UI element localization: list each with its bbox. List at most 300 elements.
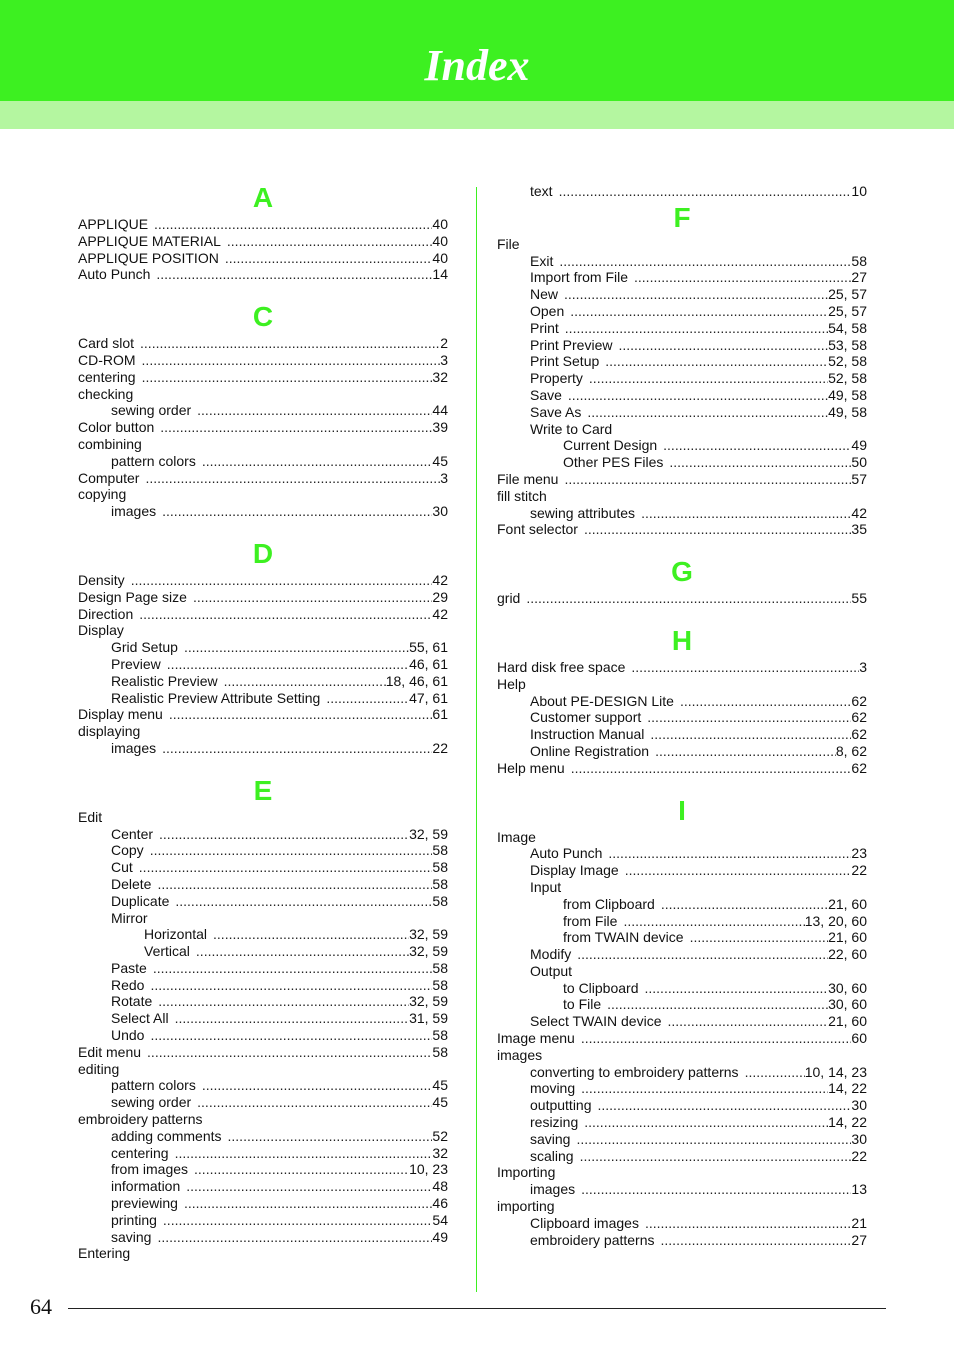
page-refs: 2 (440, 335, 448, 352)
index-term: embroidery patterns (78, 1111, 203, 1128)
dot-leader (186, 1178, 432, 1195)
dot-leader (663, 437, 851, 454)
index-term: from File (563, 912, 618, 929)
page-refs: 32, 59 (409, 825, 448, 842)
index-entry (497, 337, 867, 354)
page-refs: 42 (432, 605, 448, 622)
dot-leader (194, 1161, 409, 1178)
index-entry (497, 743, 867, 760)
page-refs: 58 (432, 859, 448, 876)
index-entry (78, 1111, 448, 1128)
dot-leader (157, 876, 432, 893)
index-entry (497, 1198, 867, 1215)
index-entry (78, 1145, 448, 1162)
index-term: Card slot (78, 335, 135, 352)
index-entry (497, 236, 867, 253)
page-refs: 21, 60 (828, 929, 867, 946)
page-refs: 58 (432, 976, 448, 993)
dot-leader (587, 404, 828, 421)
index-entry (78, 335, 448, 352)
index-term: text (530, 183, 553, 199)
dot-leader (139, 859, 433, 876)
page-title: Index (424, 41, 530, 90)
index-entry (497, 437, 867, 454)
dot-leader (559, 183, 852, 200)
index-term: Computer (78, 469, 140, 486)
dot-leader (196, 943, 409, 960)
dot-leader (608, 845, 851, 862)
page-refs: 32, 59 (409, 943, 448, 960)
page-refs: 8, 62 (835, 742, 867, 759)
dot-leader (213, 926, 409, 943)
page-refs: 27 (851, 1231, 867, 1248)
index-entry (78, 859, 448, 876)
index-term: images (497, 1046, 543, 1063)
dot-leader (581, 1030, 852, 1047)
page-refs: 32 (432, 1144, 448, 1161)
dot-leader (154, 216, 432, 233)
index-entry (497, 862, 867, 879)
page-refs: 49, 58 (828, 386, 867, 403)
index-term: pattern colors (111, 1077, 196, 1094)
footer-rule (68, 1308, 886, 1309)
index-term: Input (530, 878, 562, 895)
page-refs: 22 (851, 1147, 867, 1164)
dot-leader (661, 896, 828, 913)
dot-leader (568, 387, 828, 404)
section-spacer (78, 757, 448, 773)
dot-leader (559, 253, 851, 270)
dot-leader (227, 233, 433, 250)
dot-leader (581, 1181, 851, 1198)
dot-leader (607, 996, 828, 1013)
dot-leader (162, 740, 432, 757)
index-term: from images (111, 1161, 189, 1178)
index-entry (497, 1215, 867, 1232)
index-term: moving (530, 1080, 576, 1097)
index-entry (78, 1161, 448, 1178)
index-entry (497, 320, 867, 337)
index-entry (497, 183, 867, 200)
dot-leader (197, 402, 432, 419)
index-term: Display (78, 622, 124, 639)
dot-leader (228, 1128, 433, 1145)
dot-leader (631, 659, 859, 676)
index-entry (497, 488, 867, 505)
page-refs: 58 (432, 892, 448, 909)
page-refs: 58 (432, 959, 448, 976)
index-entry (78, 486, 448, 503)
index-term: converting to embroidery patterns (530, 1063, 739, 1080)
index-entry (78, 826, 448, 843)
index-term: editing (78, 1060, 120, 1077)
index-entry (497, 1131, 867, 1148)
page-refs: 62 (851, 692, 867, 709)
dot-leader (645, 1215, 851, 1232)
index-entry (78, 1010, 448, 1027)
index-entry (497, 1097, 867, 1114)
dot-leader (655, 743, 836, 760)
index-term: Auto Punch (78, 266, 151, 283)
index-letter-heading: H (671, 624, 693, 656)
index-entry (78, 453, 448, 470)
index-entry (497, 253, 867, 270)
dot-leader (150, 1027, 432, 1044)
index-term: Property (530, 370, 583, 387)
index-term: Online Registration (530, 742, 650, 759)
index-entry (78, 1229, 448, 1246)
index-term: Output (530, 962, 573, 979)
section-spacer (497, 607, 867, 623)
dot-leader (571, 760, 852, 777)
index-term: Horizontal (144, 926, 208, 943)
page-refs: 18, 46, 61 (385, 672, 448, 689)
index-entry (497, 726, 867, 743)
dot-leader (175, 1010, 409, 1027)
dot-leader (661, 1232, 852, 1249)
page-refs: 13, 20, 60 (804, 912, 867, 929)
index-entry (78, 960, 448, 977)
index-term: Write to Card (530, 420, 613, 437)
index-term: saving (111, 1228, 152, 1245)
index-term: Print (530, 319, 559, 336)
page-refs: 30 (851, 1097, 867, 1114)
dot-leader (584, 1114, 828, 1131)
page-refs: 61 (432, 706, 448, 723)
index-term: Undo (111, 1027, 145, 1044)
index-entry (78, 977, 448, 994)
index-term: Center (111, 825, 154, 842)
dot-leader (577, 946, 828, 963)
page-refs: 46, 61 (409, 655, 448, 672)
index-entry (497, 353, 867, 370)
index-term: Importing (497, 1164, 556, 1181)
index-term: from Clipboard (563, 895, 655, 912)
index-term: About PE-DESIGN Lite (530, 692, 674, 709)
page-refs: 25, 57 (828, 302, 867, 319)
dot-leader (197, 1094, 432, 1111)
index-entry (497, 929, 867, 946)
index-entry (78, 993, 448, 1010)
index-entry (497, 913, 867, 930)
page-refs: 40 (432, 249, 448, 266)
dot-leader (156, 266, 432, 283)
dot-leader (564, 286, 828, 303)
page-refs: 3 (440, 469, 448, 486)
page-refs: 13 (851, 1181, 867, 1198)
page-refs: 52 (432, 1127, 448, 1144)
page-refs: 14 (432, 266, 448, 283)
index-entry (497, 879, 867, 896)
index-entry (497, 471, 867, 488)
index-entry (497, 659, 867, 676)
page-refs: 40 (432, 216, 448, 232)
dot-leader (618, 337, 828, 354)
index-entry (497, 963, 867, 980)
index-entry (497, 1181, 867, 1198)
page-refs: 45 (432, 1077, 448, 1094)
index-term: checking (78, 385, 134, 402)
index-term: Realistic Preview (111, 672, 218, 689)
index-entry (497, 1232, 867, 1249)
index-term: fill stitch (497, 487, 547, 504)
section-spacer (497, 538, 867, 554)
dot-leader (142, 369, 433, 386)
index-entry (497, 1013, 867, 1030)
index-entry (497, 980, 867, 997)
index-entry (78, 622, 448, 639)
index-column-right (497, 183, 867, 1248)
index-term: APPLIQUE POSITION (78, 249, 219, 266)
index-entry (78, 1178, 448, 1195)
index-entry (497, 421, 867, 438)
index-entry (497, 303, 867, 320)
page-refs: 30 (851, 1130, 867, 1147)
page-refs: 10, 14, 23 (804, 1063, 867, 1080)
index-entry (497, 845, 867, 862)
page-refs: 21, 60 (828, 895, 867, 912)
page-refs: 10, 23 (409, 1161, 448, 1178)
dot-leader (145, 470, 440, 487)
index-term: Entering (78, 1245, 131, 1262)
page-refs: 54 (432, 1211, 448, 1228)
dot-leader (157, 1229, 432, 1246)
dot-leader (140, 335, 440, 352)
index-entry (497, 1047, 867, 1064)
page-refs: 31, 59 (409, 1010, 448, 1027)
page-refs: 52, 58 (828, 353, 867, 370)
index-term: information (111, 1178, 181, 1195)
index-column-left (78, 180, 448, 1262)
page-refs: 3 (859, 658, 867, 675)
index-entry (497, 269, 867, 286)
index-entry (78, 419, 448, 436)
index-entry (78, 386, 448, 403)
index-term: grid (497, 590, 521, 607)
dot-leader (184, 639, 409, 656)
index-entry (78, 740, 448, 757)
dot-leader (224, 673, 386, 690)
page-refs: 27 (851, 269, 867, 286)
index-term: previewing (111, 1195, 178, 1212)
dot-leader (184, 1195, 432, 1212)
page-refs: 32, 59 (409, 993, 448, 1010)
index-entry (497, 454, 867, 471)
index-term: Vertical (144, 943, 190, 960)
index-term: Direction (78, 605, 134, 622)
index-entry (78, 926, 448, 943)
dot-leader (576, 1131, 851, 1148)
index-entry (497, 693, 867, 710)
page-refs: 29 (432, 588, 448, 605)
page-refs: 58 (432, 875, 448, 892)
page-refs: 30, 60 (828, 996, 867, 1013)
dot-leader (175, 1145, 433, 1162)
dot-leader (570, 303, 828, 320)
index-entry (78, 876, 448, 893)
index-entry (78, 1061, 448, 1078)
dot-leader (147, 1044, 432, 1061)
index-term: Open (530, 302, 565, 319)
index-entry (78, 842, 448, 859)
dot-leader (158, 993, 409, 1010)
index-entry (497, 896, 867, 913)
page-refs: 52, 58 (828, 370, 867, 387)
index-entry (497, 404, 867, 421)
index-term: CD-ROM (78, 351, 136, 368)
dot-leader (225, 250, 433, 267)
index-term: Save (530, 386, 562, 403)
index-entry (497, 829, 867, 846)
dot-leader (131, 572, 433, 589)
index-entry (78, 893, 448, 910)
index-term: combining (78, 435, 142, 452)
index-term: sewing order (111, 1094, 192, 1111)
index-term: centering (78, 368, 136, 385)
page-refs: 32 (432, 368, 448, 385)
page-refs: 58 (851, 252, 867, 269)
index-term: Save As (530, 403, 582, 420)
section-spacer (78, 520, 448, 536)
page-refs: 22 (432, 739, 448, 756)
index-entry (78, 690, 448, 707)
index-entry (78, 250, 448, 267)
index-term: Image menu (497, 1030, 575, 1047)
index-letter-heading: F (673, 201, 691, 233)
index-entry (78, 1128, 448, 1145)
index-term: Exit (530, 252, 554, 269)
index-term: New (530, 286, 559, 303)
page-refs: 54, 58 (828, 319, 867, 336)
index-term: Display menu (78, 706, 163, 723)
index-entry (78, 639, 448, 656)
page-refs: 48 (432, 1178, 448, 1195)
page-refs: 42 (432, 571, 448, 588)
index-entry (497, 370, 867, 387)
index-entry (497, 505, 867, 522)
page-refs: 14, 22 (828, 1114, 867, 1131)
index-term: printing (111, 1211, 157, 1228)
page-refs: 62 (851, 759, 867, 776)
index-entry (497, 760, 867, 777)
index-term: Other PES Files (563, 454, 664, 471)
index-entry (497, 1080, 867, 1097)
index-entry (78, 369, 448, 386)
index-entry (78, 1094, 448, 1111)
index-entry (497, 946, 867, 963)
index-term: Select TWAIN device (530, 1013, 662, 1030)
index-entry (497, 1148, 867, 1165)
index-entry (78, 910, 448, 927)
index-term: Display Image (530, 862, 619, 879)
page-refs: 23 (851, 845, 867, 862)
column-divider (476, 187, 477, 1292)
dot-leader (605, 353, 828, 370)
index-letter-heading: E (253, 774, 273, 806)
index-term: importing (497, 1198, 555, 1215)
page-refs: 44 (432, 402, 448, 419)
index-entry (78, 589, 448, 606)
index-term: outputting (530, 1097, 592, 1114)
dot-leader (150, 842, 433, 859)
index-entry (497, 1030, 867, 1047)
dot-leader (150, 977, 432, 994)
dot-leader (193, 589, 432, 606)
dot-leader (584, 521, 851, 538)
index-term: Copy (111, 842, 144, 859)
index-entry (78, 606, 448, 623)
dot-leader (169, 706, 433, 723)
page-refs: 49 (432, 1228, 448, 1245)
page-refs: 58 (432, 1027, 448, 1044)
index-letter-heading: D (252, 537, 274, 569)
index-term: Image (497, 828, 536, 845)
index-term: images (111, 503, 157, 520)
dot-leader (162, 503, 432, 520)
page-refs: 40 (432, 232, 448, 249)
index-letter-heading: C (252, 301, 274, 333)
page-refs: 30 (432, 503, 448, 520)
index-entry (78, 1077, 448, 1094)
index-term: Rotate (111, 993, 153, 1010)
index-term: pattern colors (111, 452, 196, 469)
dot-leader (163, 1212, 433, 1229)
index-entry (78, 656, 448, 673)
index-term: APPLIQUE MATERIAL (78, 232, 221, 249)
index-entry (78, 1044, 448, 1061)
index-letter-heading: G (671, 556, 693, 588)
index-entry (497, 286, 867, 303)
dot-leader (564, 471, 851, 488)
index-entry (78, 943, 448, 960)
index-term: copying (78, 486, 127, 503)
index-entry (497, 1064, 867, 1081)
page-refs: 46 (432, 1195, 448, 1212)
index-term: adding comments (111, 1127, 222, 1144)
index-term: Hard disk free space (497, 658, 626, 675)
page-refs: 22, 60 (828, 946, 867, 963)
dot-leader (142, 352, 441, 369)
page-refs: 32, 59 (409, 926, 448, 943)
index-entry (78, 402, 448, 419)
index-term: Print Setup (530, 353, 600, 370)
index-term: Clipboard images (530, 1214, 639, 1231)
dot-leader (625, 862, 852, 879)
index-term: Auto Punch (530, 845, 603, 862)
dot-leader (589, 370, 828, 387)
page-refs: 60 (851, 1030, 867, 1047)
page-refs: 3 (440, 351, 448, 368)
dot-leader (647, 709, 851, 726)
index-term: Cut (111, 859, 133, 876)
section-spacer (497, 777, 867, 793)
index-term: Redo (111, 976, 145, 993)
dot-leader (650, 726, 851, 743)
index-term: Preview (111, 655, 161, 672)
page-refs: 50 (851, 454, 867, 471)
index-term: Select All (111, 1010, 169, 1027)
page-refs: 47, 61 (409, 689, 448, 706)
dot-leader (160, 419, 432, 436)
page-refs: 14, 22 (828, 1080, 867, 1097)
index-entry (78, 1212, 448, 1229)
index-entry (497, 387, 867, 404)
page-refs: 25, 57 (828, 286, 867, 303)
dot-leader (159, 826, 409, 843)
index-entry (78, 216, 448, 233)
dot-leader (580, 1148, 852, 1165)
index-entry (78, 673, 448, 690)
